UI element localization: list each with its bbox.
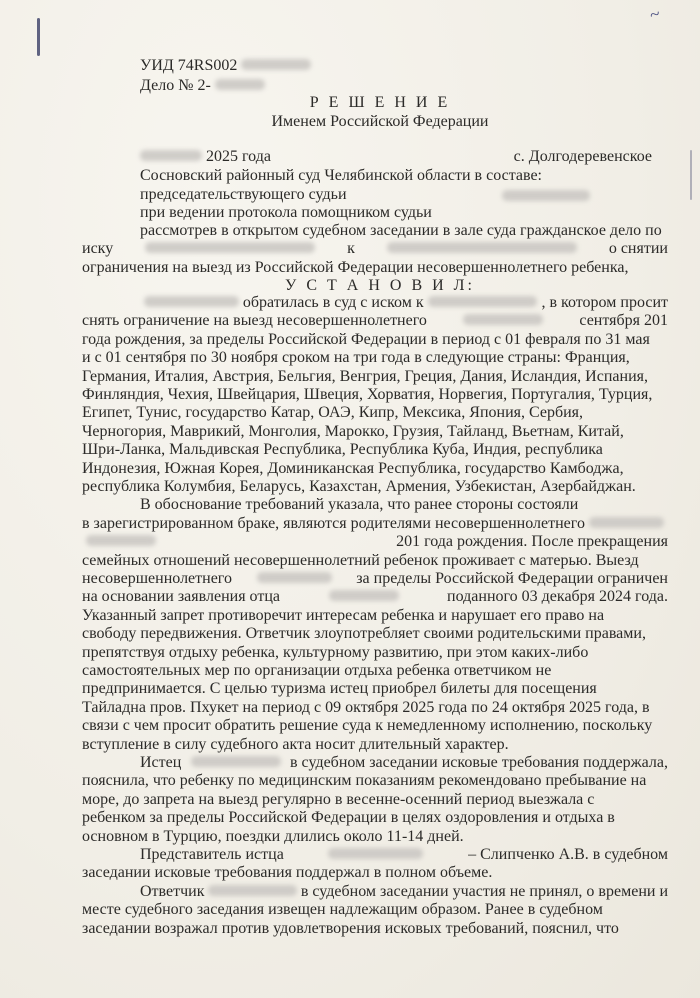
- document-subtitle: Именем Российской Федерации: [271, 113, 489, 130]
- line-text: – Слипченко А.В. в судебном: [468, 846, 668, 863]
- case-number: [140, 77, 269, 95]
- decision-date: [140, 148, 271, 166]
- redaction: [329, 590, 399, 601]
- line-text: в судебном заседании участия не принял, о времени и: [300, 882, 668, 900]
- text-line: [82, 828, 668, 846]
- line-text: заседании возражал против удовлетворения исковых требований, пояснил, что: [82, 919, 619, 937]
- line-text: обратилась в суд с иском к: [242, 294, 424, 311]
- case-uid: [140, 57, 315, 75]
- text-line: [82, 460, 668, 478]
- line-text: связи с чем просит обратить решение суда к немедленному исполнению, поскольку: [82, 717, 653, 735]
- text-line: [82, 478, 668, 496]
- text-line: [140, 883, 668, 901]
- redaction: [140, 150, 202, 161]
- line-text: Индонезия, Южная Корея, Доминиканская Республика, государство Камбоджа,: [82, 459, 624, 477]
- line-text: Германия, Италия, Австрия, Бельгия, Венгрия, Греция, Дания, Исландия, Испания,: [82, 367, 648, 385]
- text-line: [140, 496, 668, 514]
- redaction: [144, 296, 239, 307]
- text-line: [82, 791, 668, 809]
- line-text: море, до запрета на выезд регулярно в весенне-осенний период выезжала с: [82, 790, 595, 808]
- line-text: Шри-Ланка, Мальдивская Республика, Республика Куба, Индия, республика: [82, 441, 603, 459]
- claim-text: иску: [82, 240, 114, 257]
- line-text: Черногория, Маврикий, Монголия, Марокко, Грузия, Тайланд, Вьетнам, Китай,: [82, 422, 624, 440]
- pen-mark: [37, 18, 40, 56]
- document-title: Р Е Ш Е Н И Е: [309, 94, 451, 111]
- date-text: 2025 года: [206, 148, 271, 165]
- claim-text: к: [347, 240, 355, 257]
- text-line: [82, 588, 668, 606]
- line-text: Указанный запрет противоречит интересам ребенка и нарушает его право на: [82, 606, 605, 624]
- text-line: [82, 864, 668, 882]
- secretary-line: при ведении протокола помощником судьи: [140, 204, 432, 221]
- text-line: [140, 846, 668, 864]
- pen-scribble: ~: [647, 3, 663, 25]
- redaction: [328, 848, 423, 859]
- text-line: [82, 736, 668, 754]
- uid-text: УИД 74RS002: [140, 57, 238, 74]
- text-line: [82, 625, 668, 643]
- text-line: [140, 294, 668, 312]
- text-line: [82, 386, 668, 404]
- text-line: [82, 644, 668, 662]
- line-text: на основании заявления отца: [82, 588, 280, 606]
- redaction: [215, 79, 265, 90]
- text-line: [140, 754, 668, 772]
- text-line: [82, 699, 668, 717]
- line-text: свободу передвижения. Ответчик злоупотребляет своими родительскими правами,: [82, 625, 646, 643]
- redaction: [257, 572, 332, 583]
- line-text: вступление в силу судебного акта носит длительный характер.: [82, 735, 509, 753]
- pen-mark: [690, 150, 692, 200]
- line-text: самостоятельных мер по организации отдыха ребенка ответчиком не: [82, 662, 552, 679]
- text-line: [82, 570, 668, 588]
- case-no-text: Дело № 2-: [140, 77, 211, 94]
- line-text: В обоснование требований указала, что ранее стороны состояли: [140, 496, 579, 514]
- text-line: [82, 920, 668, 938]
- line-text: несовершеннолетнего: [82, 570, 232, 587]
- text-line: [82, 662, 668, 680]
- text-line: [82, 404, 668, 422]
- text-line: [82, 312, 668, 330]
- redaction: [208, 885, 296, 896]
- line-text: снять ограничение на выезд несовершеннолетнего: [82, 312, 427, 330]
- claim-end-line: [82, 259, 668, 277]
- text-line: [82, 423, 668, 441]
- line-text: Тайладна пров. Пхукет на период с 09 октября 2025 года по 24 октября 2025 года, в: [82, 698, 650, 716]
- redaction: [191, 756, 281, 767]
- text-line: [82, 368, 668, 386]
- line-text: месте судебного заседания извещен надлежащим образом. Ранее в судебном: [82, 901, 603, 919]
- redaction: [463, 314, 543, 325]
- line-text: ребенком за пределы Российской Федерации в целях оздоровления и отдыха в: [82, 809, 615, 827]
- line-text: сентября 201: [579, 312, 668, 330]
- text-line: [82, 772, 668, 790]
- line-text: заседании исковые требования поддержал в полном объеме.: [82, 864, 493, 882]
- line-text: Финляндия, Чехия, Швейцария, Швеция, Хорватия, Норвегия, Португалия, Турция,: [82, 386, 653, 403]
- redaction: [86, 535, 156, 546]
- text-line: [82, 607, 668, 625]
- judge-name-redacted: [498, 188, 594, 206]
- line-text: 201 года рождения. После прекращения: [396, 533, 668, 551]
- line-text: за пределы Российской Федерации ограничен: [356, 570, 668, 587]
- judge-line: председательствующего судьи: [140, 186, 347, 203]
- text-line: [82, 441, 668, 459]
- redaction: [387, 242, 577, 253]
- text-line: [82, 331, 668, 349]
- line-text: республика Колумбия, Беларусь, Казахстан, Армения, Узбекистан, Азербайджан.: [82, 478, 636, 495]
- line-text: , в котором просит: [541, 294, 668, 311]
- redaction: [241, 59, 311, 70]
- line-text: Ответчик: [140, 882, 205, 900]
- line-text: и с 01 сентября по 30 ноября сроком на три года в следующие страны: Франция,: [82, 349, 630, 367]
- line-text: года рождения, за пределы Российской Федерации в период с 01 февраля по 31 мая: [82, 330, 650, 348]
- text-line: [82, 809, 668, 827]
- established-heading: У С Т А Н О В И Л:: [285, 277, 475, 294]
- court-name: Сосновский районный суд Челябинской области в составе:: [140, 167, 542, 184]
- redaction: [502, 190, 590, 201]
- text-line: [82, 552, 668, 570]
- text-line: [82, 901, 668, 919]
- text-line: [82, 680, 668, 698]
- text-line: [82, 533, 668, 551]
- line-text: в судебном заседании исковые требования поддержала,: [290, 754, 668, 771]
- text-line: [82, 349, 668, 367]
- text-line: [82, 717, 668, 735]
- line-text: основном в Турцию, поездки длились около 11-14 дней.: [82, 827, 464, 845]
- line-text: препятствуя отдыху ребенка, культурному развитию, при этом каких-либо: [82, 643, 589, 661]
- claim-text: о снятии: [608, 240, 668, 257]
- redaction: [428, 296, 538, 307]
- decision-place: с. Долгодеревенское: [513, 148, 652, 165]
- intro-text: рассмотрев в открытом судебном заседании в зале суда гражданское дело по: [140, 222, 662, 239]
- line-text: Представитель истца: [140, 846, 284, 863]
- line-text: пояснила, что ребенку по медицинским показаниям рекомендовано пребывание на: [82, 772, 647, 790]
- redaction: [145, 242, 315, 253]
- intro-line: [140, 222, 668, 240]
- line-text: предпринимается. С целью туризма истец приобрел билеты для посещения: [82, 680, 597, 698]
- redaction: [589, 517, 664, 528]
- line-text: в зарегистрированном браке, являются родителями несовершеннолетнего: [82, 514, 585, 532]
- claim-end-text: ограничения на выезд из Российской Федерации несовершеннолетнего ребенка,: [82, 259, 629, 276]
- claim-line: [82, 240, 668, 258]
- text-line: [82, 515, 668, 533]
- line-text: поданного 03 декабря 2024 года.: [447, 588, 668, 606]
- line-text: семейных отношений несовершеннолетний ребенок проживает с матерью. Выезд: [82, 551, 639, 569]
- line-text: Истец: [140, 754, 182, 771]
- line-text: Египет, Тунис, государство Катар, ОАЭ, Кипр, Мексика, Япония, Сербия,: [82, 404, 584, 422]
